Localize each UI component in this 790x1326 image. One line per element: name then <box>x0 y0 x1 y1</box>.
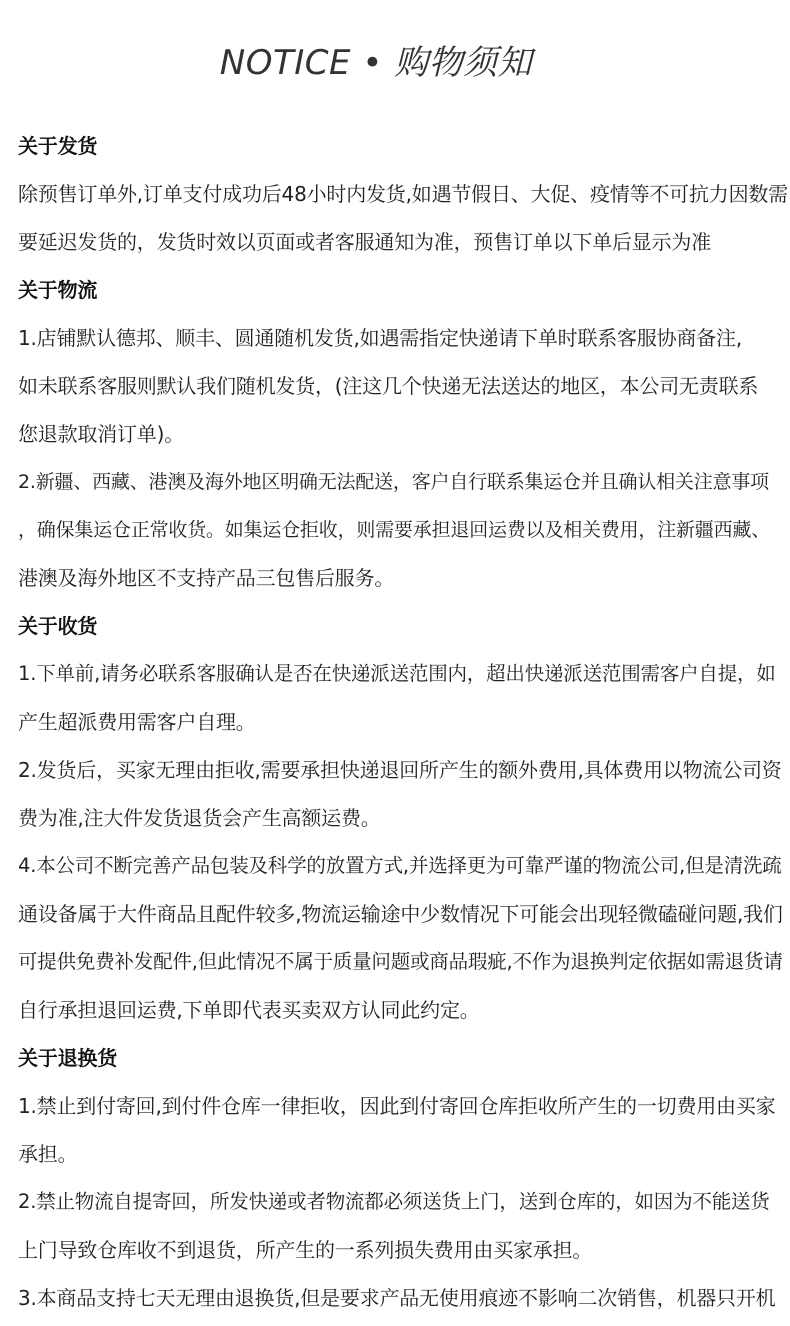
paragraph-line: 上门导致仓库收不到退货，所产生的一系列损失费用由买家承担。 <box>18 1238 593 1262</box>
paragraph-line: 港澳及海外地区不支持产品三包售后服务。 <box>18 566 395 590</box>
paragraph-line: 2.发货后，买家无理由拒收,需要承担快递退回所产生的额外费用,具体费用以物流公司资 <box>18 758 782 782</box>
paragraph-line: ，确保集运仓正常收货。如集运仓拒收，则需要承担退回运费以及相关费用，注新疆西藏、 <box>18 519 771 541</box>
receiving-heading: 关于收货 <box>18 614 98 638</box>
returns-section <box>18 1034 778 1322</box>
logistics-heading: 关于物流 <box>18 278 98 302</box>
logistics-section <box>18 266 778 602</box>
paragraph-line: 2.禁止物流自提寄回，所发快递或者物流都必须送货上门，送到仓库的，如因为不能送货 <box>18 1190 770 1213</box>
shipping-heading: 关于发货 <box>18 134 98 158</box>
paragraph-line: 2.新疆、西藏、港澳及海外地区明确无法配送，客户自行联系集运仓并且确认相关注意事项 <box>18 471 769 493</box>
paragraph-line: 如未联系客服则默认我们随机发货，(注这几个快递无法送达的地区，本公司无责联系 <box>18 374 759 398</box>
paragraph-line: 3.本商品支持七天无理由退换货,但是要求产品无使用痕迹不影响二次销售，机器只开机 <box>18 1286 776 1310</box>
paragraph-line: 4.本公司不断完善产品包装及科学的放置方式,并选择更为可靠严谨的物流公司,但是清洗疏 <box>18 854 782 877</box>
paragraph-line: 可提供免费补发配件,但此情况不属于质量问题或商品瑕疵,不作为退换判定依据如需退货请 <box>18 950 783 973</box>
paragraph-line: 产生超派费用需客户自理。 <box>18 710 256 734</box>
shipping-section <box>18 122 788 266</box>
paragraph-line: 您退款取消订单)。 <box>18 422 185 446</box>
paragraph-line: 自行承担退回运费,下单即代表买卖双方认同此约定。 <box>18 998 480 1022</box>
notice-content <box>18 122 788 1322</box>
paragraph-line: 除预售订单外,订单支付成功后48小时内发货,如遇节假日、大促、疫情等不可抗力因数需 <box>18 182 788 206</box>
paragraph-line: 要延迟发货的，发货时效以页面或者客服通知为准，预售订单以下单后显示为准 <box>18 230 711 254</box>
paragraph-line: 1.下单前,请务必联系客服确认是否在快递派送范围内，超出快递派送范围需客户自提，如 <box>18 662 776 685</box>
paragraph-line: 1.禁止到付寄回,到付件仓库一律拒收，因此到付寄回仓库拒收所产生的一切费用由买家 <box>18 1094 776 1118</box>
returns-heading: 关于退换货 <box>18 1046 117 1070</box>
paragraph-line: 费为准,注大件发货退货会产生高额运费。 <box>18 806 381 830</box>
receiving-section <box>18 602 783 1034</box>
page-title: NOTICE • 购物须知 <box>219 43 533 83</box>
paragraph-line: 1.店铺默认德邦、顺丰、圆通随机发货,如遇需指定快递请下单时联系客服协商备注, <box>18 326 742 350</box>
paragraph-line: 通设备属于大件商品且配件较多,物流运输途中少数情况下可能会出现轻微磕碰问题,我们 <box>18 902 783 926</box>
paragraph-line: 承担。 <box>18 1142 78 1166</box>
